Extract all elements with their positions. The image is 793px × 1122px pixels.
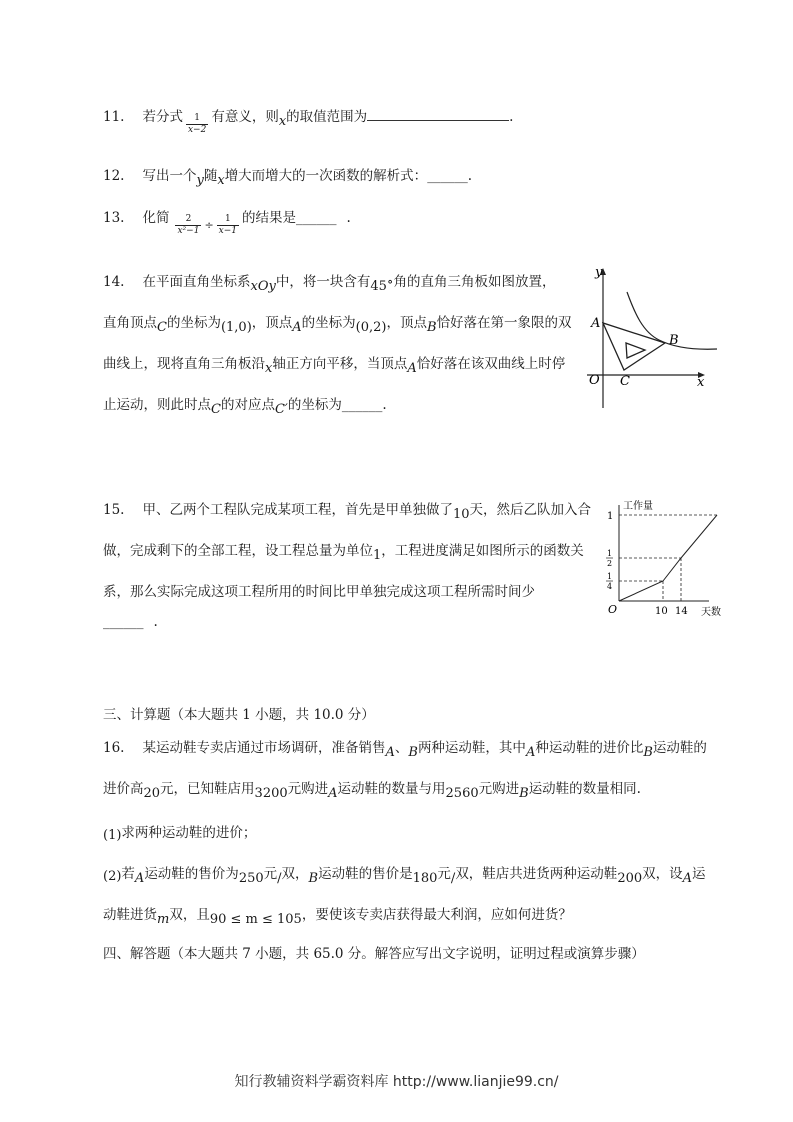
- text: 化简: [142, 210, 170, 226]
- text: 的取值范围为: [286, 109, 368, 125]
- text: 直角顶点: [103, 315, 157, 331]
- math-var: A: [385, 745, 395, 760]
- question-11: [103, 106, 514, 135]
- text: 若: [121, 866, 135, 882]
- text: 某运动鞋专卖店通过市场调研，准备销售: [142, 740, 386, 756]
- text: 恰好落在该双曲线上时停: [416, 356, 566, 372]
- fraction: [186, 113, 208, 136]
- math-var: A: [134, 871, 145, 886]
- math-num: 45: [370, 279, 387, 294]
- tick-yhalf-den: 2: [607, 559, 613, 568]
- tick-yquarter-den: 4: [607, 582, 613, 591]
- math-var: m: [157, 912, 170, 927]
- text: ，顶点: [251, 315, 293, 331]
- math-num: (2): [103, 869, 122, 884]
- math-var: A: [292, 320, 302, 335]
- question-16-part-2-line-1: [103, 864, 706, 885]
- text: 运动鞋的: [652, 740, 707, 756]
- question-number: 15.: [103, 502, 125, 518]
- text: 进价高: [103, 781, 144, 797]
- denominator: x−1: [218, 226, 237, 236]
- math-num: (0,2): [355, 320, 387, 335]
- text: .: [382, 397, 387, 413]
- math-inequality: 90 ≤ m ≤ 105: [209, 912, 302, 927]
- text: 运动鞋的数量与用: [337, 781, 446, 797]
- math-num: (1): [103, 828, 122, 843]
- denominator: x²−1: [177, 226, 200, 236]
- text: 系，那么实际完成这项工程所用的时间比甲单独完成这项工程所需时间少: [103, 584, 535, 600]
- text: 中，将一块含有: [275, 274, 371, 290]
- math-num: 1: [373, 548, 382, 563]
- tick-yquarter-num: 1: [607, 572, 613, 581]
- text: 的坐标为: [166, 315, 221, 331]
- y-axis-label: 工作量: [623, 501, 653, 512]
- text: 元，已知鞋店用: [160, 781, 255, 797]
- question-number: 11.: [103, 109, 125, 125]
- text: 双，鞋店共进货两种运动鞋: [455, 866, 618, 882]
- progress-graph: [597, 497, 727, 622]
- question-number: 13.: [103, 210, 125, 226]
- text: 元购进: [478, 781, 520, 797]
- label-origin: O: [589, 373, 600, 388]
- question-15-line-3: [103, 582, 535, 602]
- question-14-line-3: [103, 354, 565, 375]
- text: 恰好落在第一象限的双: [436, 315, 572, 331]
- math-num: /: [450, 871, 456, 886]
- text: ，工程进度满足如图所示的函数关: [381, 543, 584, 559]
- question-14-line-2: [103, 313, 572, 334]
- label-A: A: [591, 316, 601, 331]
- fraction: [217, 214, 239, 237]
- text: 有意义，则: [211, 109, 279, 125]
- text: 双，且: [169, 907, 210, 923]
- text: .: [153, 614, 158, 630]
- math-var: A: [682, 871, 693, 886]
- text: 的坐标为: [287, 397, 342, 413]
- section-4-heading: 四、解答题（本大题共 7 小题，共 65.0 分。解答应写出文字说明，证明过程或演算步骤）: [103, 946, 645, 962]
- answer-blank: ______: [341, 397, 383, 413]
- question-15-line-2: [103, 541, 584, 562]
- text: 、: [394, 740, 409, 756]
- text: 写出一个: [142, 168, 197, 184]
- text: 增大而增大的一次函数的解析式：: [224, 168, 428, 184]
- text: 求两种运动鞋的进价；: [121, 825, 257, 841]
- math-num: (1,0): [220, 320, 252, 335]
- text: 的对应点: [220, 397, 275, 413]
- math-var: x: [265, 361, 273, 376]
- math-num: /: [277, 871, 282, 886]
- answer-blank: ______: [103, 614, 144, 630]
- math-var: A: [525, 745, 536, 760]
- text: 运: [692, 866, 706, 882]
- text: 的结果是: [242, 210, 296, 226]
- label-C: C: [620, 374, 630, 389]
- text: 轴正方向平移，当顶点: [272, 356, 408, 372]
- text: .: [509, 109, 514, 125]
- answer-blank: [367, 106, 509, 121]
- numerator: 1: [194, 113, 201, 123]
- text: 元: [263, 866, 278, 882]
- math-num: 10: [452, 507, 470, 522]
- label-y: y: [595, 265, 603, 280]
- question-14-line-1: [103, 272, 556, 293]
- text: 元: [437, 866, 451, 882]
- section-3-heading: 三、计算题（本大题共 1 小题，共 10.0 分）: [103, 707, 375, 723]
- x-axis-label: 天数: [701, 607, 721, 618]
- answer-blank: ______: [427, 168, 468, 184]
- label-B: B: [669, 333, 679, 348]
- math-num: 3200: [254, 786, 288, 801]
- denominator: x−2: [187, 125, 207, 135]
- question-number: 12.: [103, 168, 125, 184]
- math-num: 2560: [445, 786, 479, 801]
- text: 元购进: [287, 781, 329, 797]
- math-var: C: [211, 402, 221, 417]
- text: 曲线上，现将直角三角板沿: [103, 356, 265, 372]
- math-var: x: [217, 173, 225, 188]
- question-16-part-2-line-2: [103, 905, 572, 926]
- text: 两种运动鞋，其中: [417, 740, 526, 756]
- math-num: 250: [238, 871, 264, 886]
- fraction: [175, 214, 201, 237]
- text: 若分式: [142, 109, 183, 125]
- text: .: [346, 210, 351, 226]
- math-var: B: [408, 745, 418, 760]
- question-number: 14.: [103, 274, 125, 290]
- text: 种运动鞋的进价比: [535, 740, 644, 756]
- tick-x14: 14: [675, 606, 688, 617]
- math-var: xOy: [250, 279, 276, 294]
- footer-watermark: 知行教辅资料学霸资料库 http://www.lianjie99.cn/: [234, 1074, 559, 1090]
- question-14-line-4: [103, 395, 387, 416]
- text: 甲、乙两个工程队完成某项工程，首先是甲单独做了: [142, 502, 453, 518]
- text: 天，然后乙队加入合: [469, 502, 592, 518]
- tick-x10: 10: [655, 606, 668, 617]
- question-16-line-2: [103, 779, 641, 800]
- math-var: B: [308, 871, 319, 886]
- question-number: 16.: [103, 740, 125, 756]
- text: 做，完成剩下的全部工程，设工程总量为单位: [103, 543, 373, 559]
- math-var: B: [519, 786, 529, 801]
- text: 止运动，则此时点: [103, 397, 211, 413]
- question-16-line-1: [103, 738, 707, 759]
- tick-y1: 1: [607, 511, 614, 522]
- label-x: x: [697, 375, 705, 390]
- math-var: x: [278, 114, 287, 129]
- text: ，顶点: [386, 315, 427, 331]
- tick-yhalf-num: 1: [607, 549, 613, 558]
- text: 运动鞋的数量相同.: [528, 781, 641, 797]
- math-var: B: [427, 320, 437, 335]
- math-var: C′: [274, 402, 288, 417]
- question-15-line-4: [103, 612, 158, 632]
- question-13: [103, 207, 351, 236]
- math-var: B: [643, 745, 653, 760]
- question-16-part-1: [103, 823, 256, 844]
- text: 随: [203, 168, 218, 184]
- text: ∘角的直角三角板如图放置，: [386, 274, 556, 290]
- text: 双，设: [642, 866, 683, 882]
- numerator: 2: [185, 214, 192, 224]
- answer-blank: ______: [296, 210, 337, 226]
- math-var: A: [328, 786, 338, 801]
- math-num: 180: [412, 871, 438, 886]
- triangle-hole: [626, 343, 645, 358]
- question-15-line-1: [103, 500, 591, 521]
- operator: ÷: [204, 219, 214, 232]
- math-num: 20: [143, 786, 161, 801]
- text: 运动鞋的售价是: [318, 866, 413, 882]
- text: .: [467, 168, 472, 184]
- text: 动鞋进货: [103, 907, 157, 923]
- hyperbola-figure: [583, 264, 723, 412]
- math-var: A: [407, 361, 417, 376]
- progress-line: [619, 515, 717, 601]
- label-origin: O: [608, 603, 618, 616]
- math-var: C: [157, 320, 167, 335]
- text: 的坐标为: [301, 315, 356, 331]
- text: 在平面直角坐标系: [142, 274, 251, 290]
- math-num: 200: [617, 871, 643, 886]
- numerator: 1: [224, 214, 231, 224]
- question-12: [103, 166, 472, 187]
- math-var: y: [196, 173, 204, 188]
- text: 双，: [281, 866, 309, 882]
- text: ，要使该专卖店获得最大利润，应如何进货？: [301, 907, 572, 923]
- text: 运动鞋的售价为: [144, 866, 239, 882]
